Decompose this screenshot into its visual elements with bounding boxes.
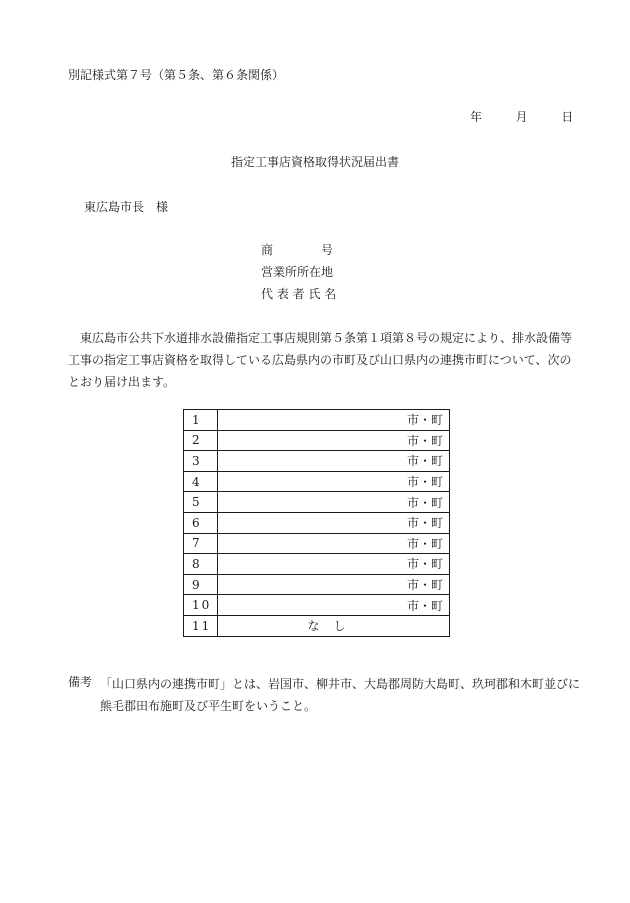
table-row [184, 533, 450, 554]
table-row [184, 512, 450, 533]
municipality-entry[interactable]: 市・町 [218, 554, 450, 575]
municipality-entry[interactable]: 市・町 [218, 471, 450, 492]
row-number: 1 [184, 410, 218, 431]
municipality-entry[interactable]: 市・町 [218, 574, 450, 595]
remarks-label: 備考 [68, 675, 93, 689]
municipality-entry[interactable]: 市・町 [218, 492, 450, 513]
municipality-entry[interactable]: 市・町 [218, 533, 450, 554]
table-row [184, 410, 450, 431]
label-office-address: 営業所所在地 [261, 265, 334, 279]
row-number: 9 [184, 574, 218, 595]
row-number: 10 [184, 595, 218, 616]
row-number: 7 [184, 533, 218, 554]
row-number: 6 [184, 512, 218, 533]
row-number: 2 [184, 430, 218, 451]
table-row [184, 595, 450, 616]
row-number: 8 [184, 554, 218, 575]
table-row [184, 451, 450, 472]
label-representative-name: 代 表 者 氏 名 [261, 287, 337, 301]
addressee: 東広島市長 様 [84, 200, 169, 214]
municipality-entry[interactable]: 市・町 [218, 512, 450, 533]
remarks-text: 「山口県内の連携市町」とは、岩国市、柳井市、大島郡周防大島町、玖珂郡和木町並びに熊毛郡田布施町及び平生町をいうこと。 [100, 677, 581, 713]
table-row [184, 574, 450, 595]
table-row [184, 430, 450, 451]
municipality-entry[interactable]: 市・町 [218, 410, 450, 431]
date-year: 年 [470, 110, 483, 124]
municipality-entry[interactable]: 市・町 [218, 595, 450, 616]
document-title: 指定工事店資格取得状況届出書 [230, 155, 399, 169]
municipality-entry[interactable]: 市・町 [218, 430, 450, 451]
table-row [184, 492, 450, 513]
form-number: 別記様式第７号（第５条、第６条関係） [68, 68, 285, 82]
row-number: 5 [184, 492, 218, 513]
date-line [470, 108, 573, 125]
table-row [184, 615, 450, 636]
label-trade-name: 商 号 [261, 243, 334, 257]
table-row [184, 471, 450, 492]
body-paragraph [68, 327, 580, 393]
row-number: 11 [184, 615, 218, 636]
body-text: 東広島市公共下水道排水設備指定工事店規則第５条第１項第８号の規定により、排水設備等工事の指定工事店資格を取得している広島県内の市町及び山口県内の連携市町について、次のとおり届け出ます。 [68, 331, 573, 389]
date-month: 月 [515, 110, 528, 124]
date-day: 日 [561, 110, 574, 124]
row-number: 4 [184, 471, 218, 492]
municipality-entry[interactable]: 市・町 [218, 451, 450, 472]
municipality-entry[interactable]: なし [218, 615, 450, 636]
municipality-table [183, 409, 450, 637]
table-row [184, 554, 450, 575]
row-number: 3 [184, 451, 218, 472]
